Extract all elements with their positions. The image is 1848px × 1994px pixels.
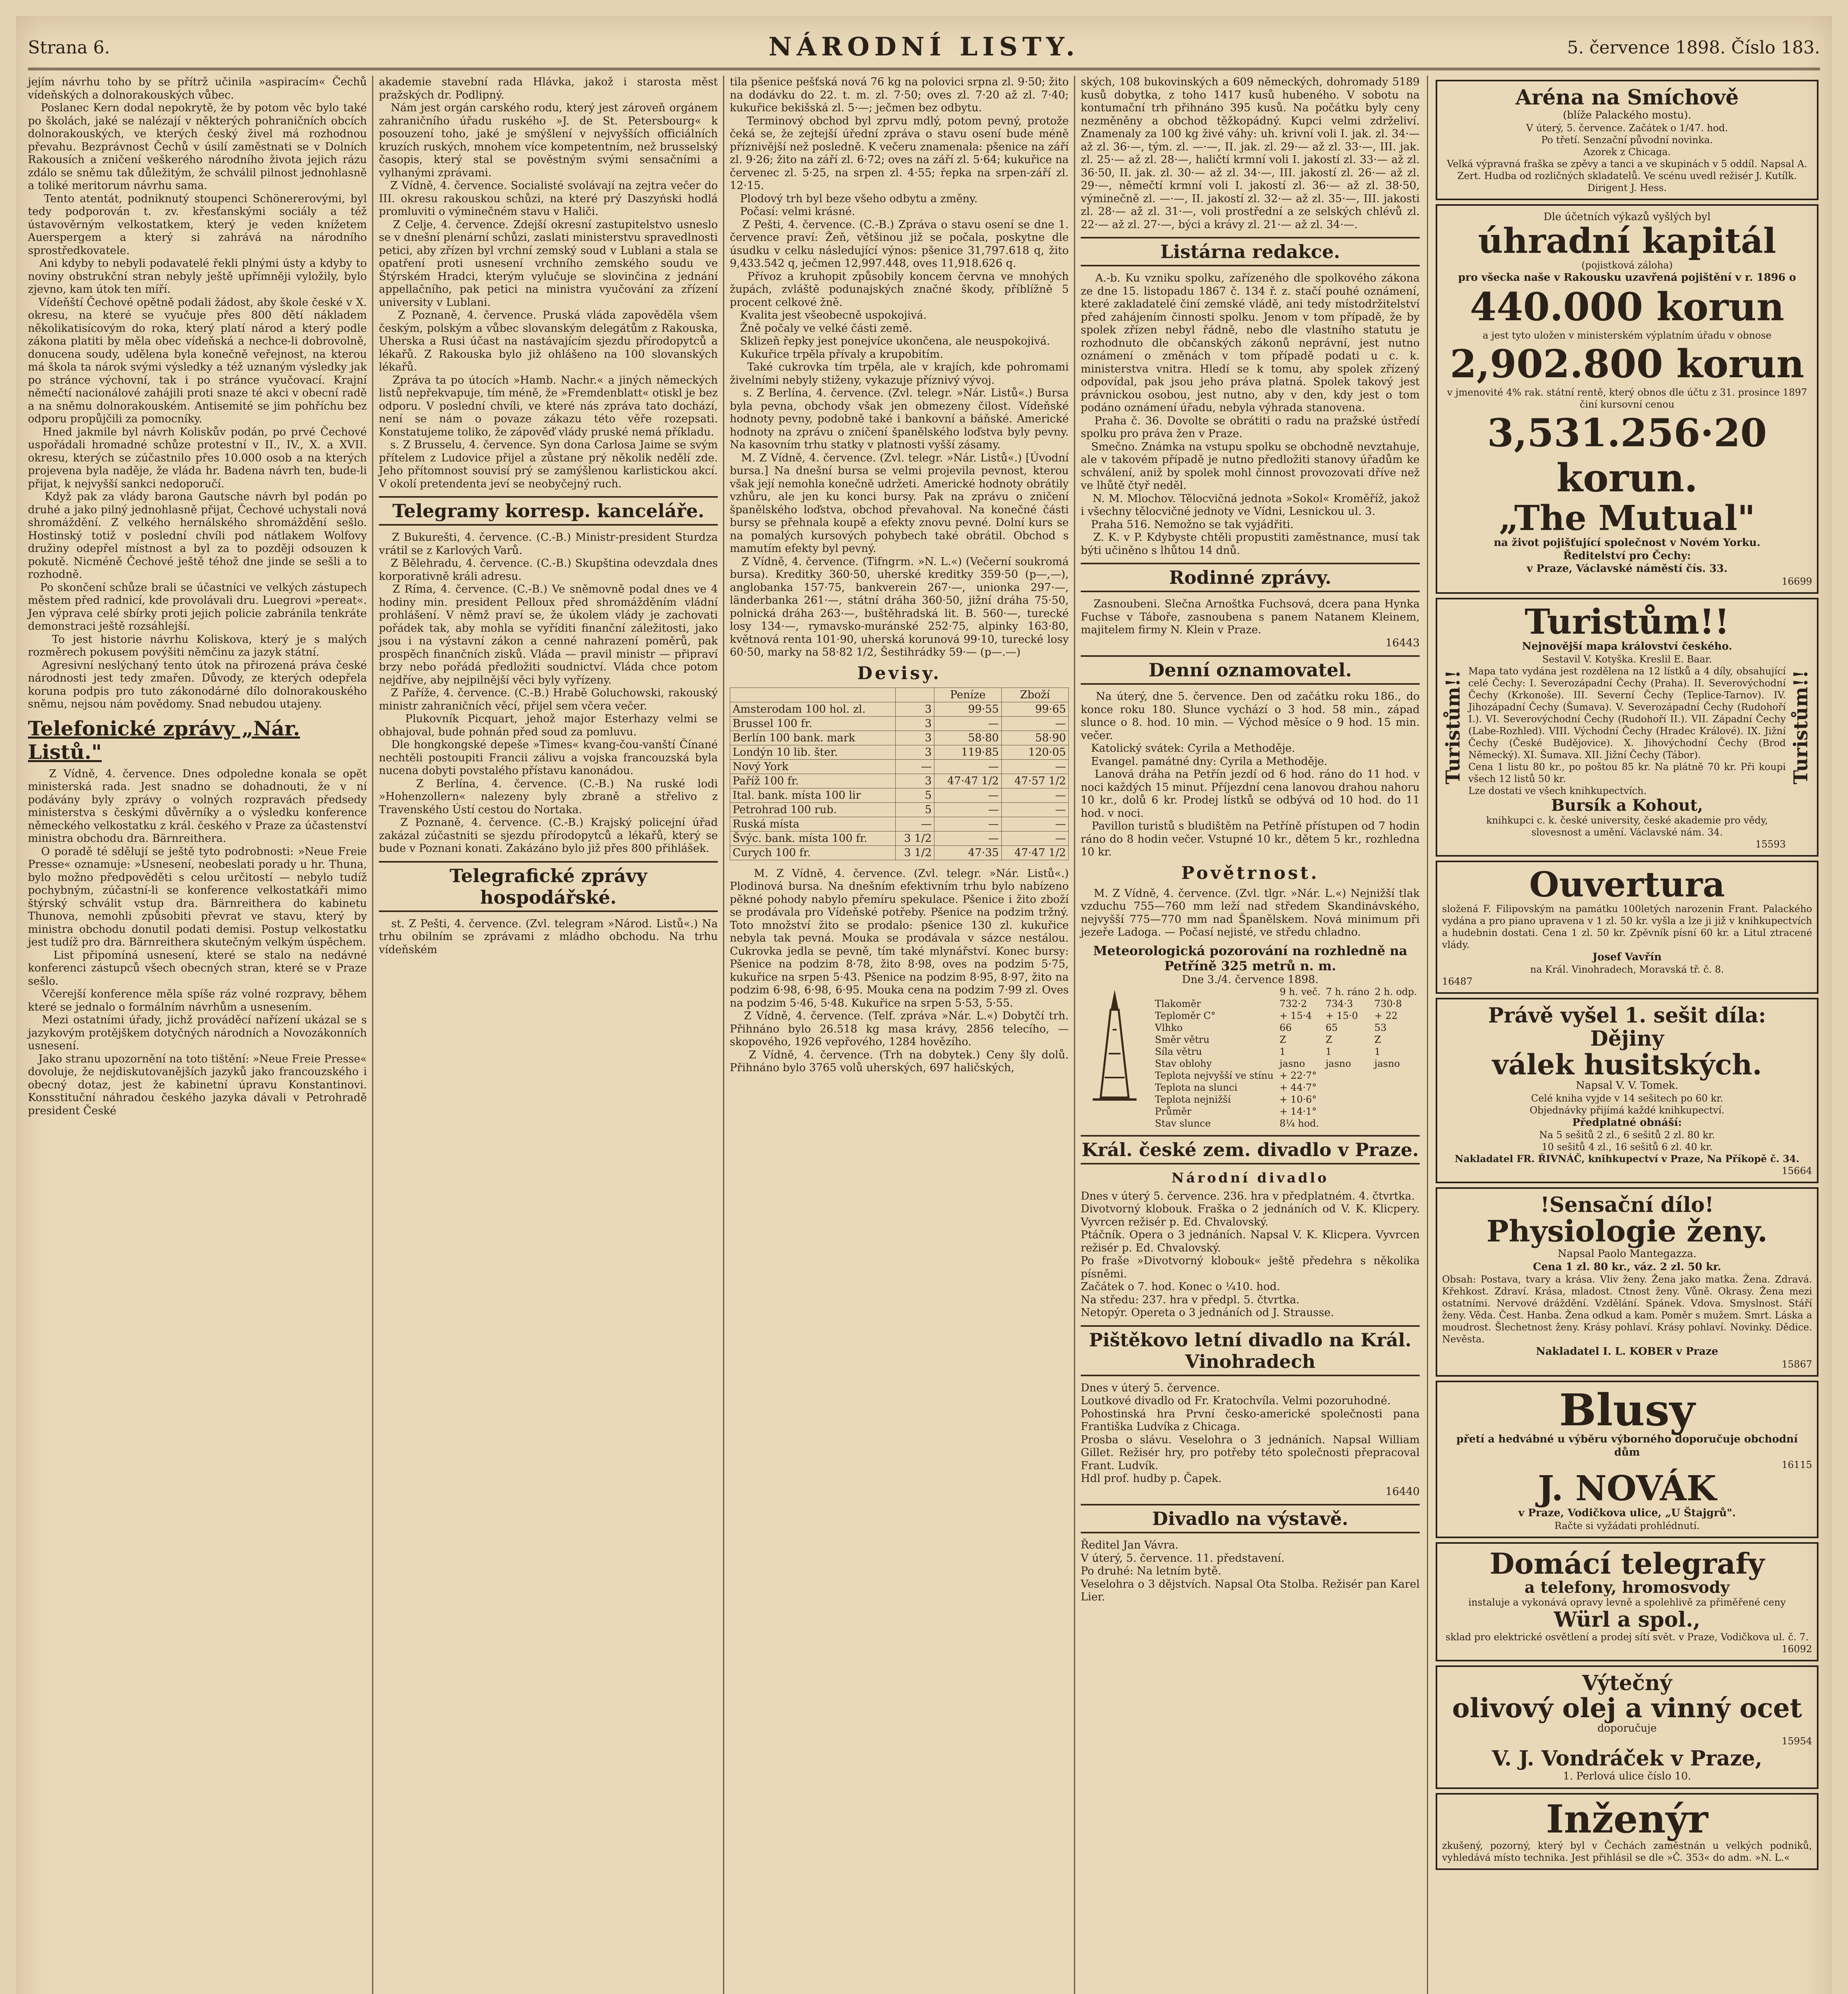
ad-pre: Dle účetních výkazů vyšlých byl	[1543, 211, 1711, 223]
ad-brand: J. NOVÁK	[1538, 1468, 1716, 1509]
devisy-cell: —	[934, 788, 1001, 802]
devisy-row	[730, 774, 1069, 788]
devisy-cell: 120·05	[1001, 745, 1068, 759]
devisy-cell: Londýn 10 lib. šter.	[730, 745, 896, 759]
meteo-cell: 734·3	[1325, 998, 1353, 1009]
article-telefon: Z Vídně, 4. července. Dnes odpoledne konala se opět ministerská rada. Jest snadno se dohadnouti, že v ní podávány byly zprávy o volných rozpravách předsedy ministerstva s českými důvěrníky a o výsledku konference německého velkostatku z král. českého v Praze za účastenství ministra obchodu dra. Bärnreithera. O poradě té sdělují se ještě tyto podrobnosti: »Neue Freie Presse« oznamuje: »Usnesení, neobeslati porady u hr. Thuna, bylo možno předpověděti s celou určitostí — nebylo tudíž pochybným, zúčastní-li se konference velkostatkáři mimo štýrský schválit vstup dra. Bärnreithera do kabinetu Thunova, nemohli způsobiti převrat ve stavu, který by ministra obchodu donutil podati demisi. Postup velkostatku jest tudíž pro dra. Bärnreithera skutečným velkým úspěchem. List připomíná usnesení, které se stalo na nedávné konferenci zástupců všech obecných stran, které se v Praze sešlo. Včerejší konference měla spíše ráz volné rozpravy, během které se jednalo o formálním návrhům a usnesením. Mezi ostatními úřady, jichž prováděcí nařízení ukázal se s jazykovým protějškem dotyčných národních a Novozákonních usnesení. Jako stranu upozornění na toto tištění: »Neue Freie Presse« dovoluje, že nejdiskutovanějších jazyků jako francouzského i obecný dotaz, jest že kabinetní úpravu Konstantinovi. Konsstituční náhradou českého jazyka dávali v Petrohradě president České	[28, 767, 367, 1117]
issue-date	[1567, 37, 1820, 58]
meteo-cell: Průměr	[1155, 1105, 1192, 1117]
devisy-cell: Nový York	[730, 759, 896, 774]
ad-brand: „The Mutual"	[1499, 498, 1755, 538]
ad-valky	[1436, 998, 1818, 1183]
ad-ref: Ředitelství pro Čechy:	[1563, 550, 1691, 562]
ad-publisher: Bursík a Kohout,	[1551, 796, 1703, 815]
devisy-table	[730, 688, 1069, 860]
meteo-cell: Tlakoměr	[1155, 998, 1201, 1009]
meteo-cell: + 44·7°	[1279, 1082, 1317, 1093]
meteo-cell	[1323, 1117, 1372, 1129]
ad-title: Blusy	[1559, 1384, 1695, 1436]
meteo-table	[1153, 986, 1420, 1129]
meteo-cell	[1323, 1094, 1372, 1105]
ad-text: Obsah: Postava, tvary a krása. Vliv ženy. Žena jako matka. Žena. Zdravá. Křehkost. Zdraví. Krása, mladost. Ctnost ženy. Vůně. Okrasy. Žena mezi ostatními. Nervové dráždění. Vzdělání. Spánek. Vdova. Smyslnost. Stáří ženy. Věda. Čest. Hanba. Žena odkud a kam. Poměr s mužem. Smrt. Láska a moudrost. Šlechetnost ženy. Krásy pohlaví. Krásy pohlaví. Novinky. Dědice. Nevěsta.	[1442, 1274, 1812, 1345]
ad-address: na Král. Vinohradech, Moravská tř. č. 8.	[1530, 964, 1724, 975]
article-rodinne: Zasnoubeni. Slečna Arnoštka Fuchsová, dcera pana Hynka Fuchse v Táboře, zasnoubena s panem Natanem Kleinem, majitelem firmy N. Klein v Praze.	[1081, 598, 1423, 636]
ad-number: 16487	[1442, 976, 1473, 987]
meteo-cell: 66	[1279, 1022, 1292, 1033]
meteo-cell: Z	[1325, 1034, 1332, 1045]
section-title-vystava: Divadlo na výstavě.	[1081, 1504, 1420, 1533]
ad-subtitle: a telefony, hromosvody	[1524, 1578, 1730, 1597]
ad-mutual	[1436, 204, 1818, 594]
ad-pre: Právě vyšel 1. sešit díla:	[1488, 1003, 1766, 1028]
column-5-ads	[1436, 76, 1818, 1994]
ad-prices: Na 5 sešitů 2 zl., 6 sešitů 2 zl. 80 kr. 10 sešitů 4 zl., 16 sešitů 6 zl. 40 kr.	[1539, 1129, 1715, 1153]
article-bursa: tila pšenice pešťská nová 76 kg na polovici srpna zl. 9·50; žito na dodávku do 22. t. m. zl. 7·50; oves zl. 7·20 až zl. 7·40; kukuřice bekišská zl. 5·—; ječmen bez odbytu. Terminový obchod byl zprvu mdlý, potom pevný, protože čeká se, že zejtejší úřední zpráva o stavu osení bude méně příznivější než posledně. K večeru znamenala: pšenice na září zl. 9·26; žito na září zl. 6·72; oves na září zl. 5·64; kukuřice na červenec zl. 5·25, na srpen zl. 4·55; řepka na srpen-září zl. 12·15. Plodový trh byl beze všeho odbytu a změny. Počasí: velmi krásné. Z Pešti, 4. července. (C.-B.) Zpráva o stavu osení se dne 1. července praví: Žeň, většinou již se počala, poskytne dle úsudku v celku následující výnos: pšenice 31,797.618 q, žito 9,433.542 q, ječmen 12,997.448, oves 11,918.626 q. Přívoz a kruhopit způsobily koncem června ve mnohých župách, zvláště podunajských značné škody, příblížně 5 procent celkové žně. Kvalita jest všeobecně uspokojivá. Žně počaly ve velké části země. Sklizeň řepky jest ponejvíce ukončena, ale neuspokojivá. Kukuřice trpěla přívaly a krupobitím. Také cukrovka tím trpěla, ale v krajích, kde pohromami živelními nebyly stiženy, vykazuje příznivý vývoj. s. Z Berlína, 4. července. (Zvl. telegr. »Nár. Listů«.) Bursa byla pevna, obchody však jen obmezeny čilost. Vídeňské hodnoty pevny, podobně také i bankovní a báňské. Americké hodnoty na zprávu o zničení španělského loďstva byly pevny. Na kasovním trhu statky v platnosti vyšší zásamy. M. Z Vídně, 4. července. (Zvl. telegr. »Nár. Listů«.) [Úvodní bursa.] Na dnešní bursa se velmi projevila pevnost, kterou však její nemohla konečně udržeti. Americké hodnoty obrátily vzhůru, ale jen ku konci bursy. Pak na zprávu o zničení španělského loďstva, obchod převahoval. Na konečné části bursy se přehnala koupě a efekty znovu pevné. Dolní kurs se na pomalých kursových pohybech také obrátil. Obchod s mamutím efekty byl pevný. Z Vídně, 4. července. (Tifngrm. »N. L.«) (Večerní soukromá bursa). Kreditky 360·50, uherské kreditky 359·50 (p—,—), anglobanka 157·75, bankverein 267·—, unionka 297·—, länderbanka 261·—, státní dráha 360·50, jižní dráha 75·50, polnická dráha 263·—, buštěhradská lit. B. 560·—, turecké losy 134·—, rymavsko-muránské 252·75, alpinky 163·80, květnová renta 101·90, uherská korunová 99·10, turecké losy 60·50, marky na 58·82 1/2, Šestihrádky 59·— (p—.—)	[730, 76, 1069, 658]
devisy-row	[730, 788, 1069, 802]
devisy-title: Devisy.	[857, 663, 942, 684]
meteo-cell: jasno	[1325, 1058, 1351, 1069]
devisy-cell: Berlín 100 bank. mark	[730, 731, 896, 745]
section-title-denni: Denní oznamovatel.	[1081, 655, 1420, 685]
meteo-cell	[1372, 1105, 1420, 1117]
meteo-cell: + 15·0	[1325, 1010, 1358, 1021]
article-intro: jejím návrhu toho by se přítrž učinila »aspiracím« Čechů vídeňských a dolnorakouských vůbec. Poslanec Kern dodal nepokrytě, že by potom věc bylo také po školách, jaké se nalézají v některých pohraničních obcích dolnorakouských, ve kterých český živel má rozhodnou převahu. Bezprávnost Čechů v úsilí zaměstnati se v Dolních Rakousích a zničení veškerého národního života jejich rázu zdálo se sněmu tak důležitým, že schválil pilnost jednohlasně a toliké meritorum návrhu sama. Tento atentát, podniknutý stoupenci Schönererovými, byl tedy podporován t. zv. křesťanskými sociály a též ústavověrným velkostatkem, který je veden knížetem Auerspergem a který si zahrává na národního sprostředkovatele. Ani kdyby to nebyli podavatelé řekli plnými ústy a kdyby to noviny obstrukční stran nebyly ještě upřímněji vyložily, bylo zjevno, kam útok ten míří. Vídeňští Čechové opětně podali žádost, aby škole české v X. okresu, na které se vyučuje přes 800 dětí nákladem několikatisícovým do roka, který platí národ a který podle zákona platiti by měla obec vídeňská a nechce-li dobrovolně, donucena soudy, udělena byla konečně veřejnost, na kterou má škola ta nárok svými výsledky a též uznaným výsledky jak po stránce výchovní, tak i po stránce vyučovací. Krajní němečtí nacionálové zahájili proti snaze té akci v obecní radě a na sněmu dolnorakouském. Antisemité se jim pohříchu bez odporu propůjčili za pomocníky. Hned jakmile byl návrh Koliskův podán, po prvé Čechové uspořádali hromadné schůze protestní v II., IV., X. a XVII. okresu, kterých se zúčastnilo přes 10.000 osob a na kterých projevena byla naděje, že vláda hr. Badena návrh ten, bude-li přijat, k nejvyšší sankci nedoporučí. Když pak za vlády barona Gautsche návrh byl podán po druhé a jako pilný jednohlasně přijat, Čechové uchystali nová shromáždění. Z velkého hernálského shromáždění sešlo. Hostinský totiž v poslední chvíli pod nátlakem Wolfovy družiny odepřel místnost a byl za to později odsouzen k pokutě. Nicméně Čechové ještě téhož dne jinde se sešli a to rozhodně. Po skončení schůze brali se účastníci ve velkých zástupech městem před radnicí, kde provolávali dru. Luegrovi »pereat«. Jen výprava celé sbírky proti jejich policie zabránila tenkráte demonstraci ještě rozsáhlejší. To jest historie návrhu Koliskova, který je s malých rozměrech pokusem povýšiti němčinu za jazyk státní. Agresivní neslýchaný tento útok na přirozená práva české národnosti jest tedy zmařen. Důvody, ze kterých odepřela koruna podpis pro tuto zákonodárné dílo dolnorakouského sněmu, nejsou nám povědomy. Snad nebudou utajeny.	[28, 76, 367, 710]
devisy-row	[730, 831, 1069, 845]
ad-number: 15954	[1781, 1735, 1812, 1747]
devisy-cell: 3 1/2	[896, 831, 934, 845]
ad-number: 16092	[1781, 1643, 1812, 1655]
ad-telegrafy	[1436, 1542, 1818, 1661]
ad-inzenyr	[1436, 1793, 1818, 1870]
ad-number: 16443	[1385, 636, 1420, 649]
meteo-cell: Stav oblohy	[1155, 1058, 1212, 1069]
article-denni: Na úterý, dne 5. července. Den od začátku roku 186., do konce roku 180. Slunce vychází o 3 hod. 58 min., západ slunce o 8. hod. 10 min. — Východ měsíce o 9 hod. 15 min. večer. Katolický svátek: Cyrila a Methoděje. Evangel. památné dny: Cyrila a Methoděje. Lanová dráha na Petřín jezdí od 6 hod. ráno do 11 hod. v noci každých 15 minut. Příjezdní cena lanovou drahou nahoru 10 kr., dolů 6 kr. Prodej lístků se odbývá od 10 hod. do 11 hod. v noci. Pavillon turistů s bludištěm na Petříně přístupen od 7 hodin ráno do 8 hodin večer. Vstupné 10 kr., dětem 5 kr., rozhledna 10 kr.	[1081, 690, 1420, 858]
ad-note: Račte si vyžádati prohlédnutí.	[1554, 1520, 1700, 1531]
ad-title: Physiologie ženy.	[1486, 1214, 1768, 1249]
meteo-cell: jasno	[1374, 1058, 1400, 1069]
meteo-cell: jasno	[1279, 1058, 1305, 1069]
ad-author: Napsal V. V. Tomek.	[1576, 1080, 1679, 1092]
ad-author: Napsal Paolo Mantegazza.	[1557, 1248, 1697, 1260]
ad-side-label: Turistům!!	[1442, 670, 1464, 784]
devisy-header-cell: Zboží	[1001, 688, 1068, 702]
meteo-row	[1153, 998, 1420, 1010]
devisy-cell: 3	[896, 716, 934, 731]
devisy-cell: —	[934, 802, 1001, 817]
ad-text: pro všecka naše v Rakousku uzavřená pojištění v r. 1896 o	[1458, 272, 1796, 284]
meteo-cell: Z	[1374, 1034, 1381, 1045]
devisy-cell: —	[1001, 817, 1068, 831]
devisy-cell: 58·80	[934, 731, 1001, 745]
devisy-cell: Paříž 100 fr.	[730, 774, 896, 788]
meteo-cell: Teploměr C°	[1155, 1010, 1216, 1021]
devisy-cell: 99·55	[934, 702, 1001, 716]
ad-authors: Sestavil V. Kotyška. Kreslil E. Baar.	[1542, 653, 1712, 665]
ad-brand: Würl a spol.,	[1554, 1607, 1700, 1632]
devisy-cell: —	[934, 716, 1001, 731]
meteo-row	[1153, 1082, 1420, 1094]
devisy-row	[730, 845, 1069, 860]
meteo-title: Meteorologická pozorování na rozhledně na Petříně 325 metrů n. m.	[1093, 943, 1407, 973]
meteo-cell: + 22·7°	[1279, 1070, 1317, 1081]
article-pistek: Dnes v úterý 5. července. Loutkové divadlo od Fr. Kratochvíla. Velmi pozoruhodné. Pohostinská hra První česko-americké společnosti pana Františka Ludvíka z Chicaga. Prosba o slávu. Veselohra o 3 jednáních. Napsal William Gillet. Režisér hry, pro potřeby této společnosti přepracoval Frant. Ludvík. Hdl prof. hudby p. Čapek.	[1081, 1381, 1420, 1485]
article-plodiny: M. Z Vídně, 4. července. (Zvl. telegr. »Nár. Listů«.) Plodinová bursa. Na dnešním efektivním trhu bylo nabízeno pěkné pohody nabylo přemíru spekulace. Pšenice i žito zboží se prodávala pro Vídeňské potřeby. Pšenice na podzim tržný. Toto množství žito se prodalo: pšenice 130 zl. kukuřice nebyla tak pevná. Mouka se prodávala v sázce nestálou. Cukrovka jedla se pevně, tím také mlynářství. Konec bursy: Pšenice na podzim 8·78, žito 8·98, oves na podzim 5·75, kukuřice na srpen 5·43. Pšenice na podzim 8·95, 8·97, žito na podzim 6·98, 6·98, 6·95. Mouka cena na podzim 7·99 zl. Oves na podzim 5·46, 5·48. Kukuřice na srpen 5·53, 5·55. Z Vídně, 4. července. (Telf. zpráva »Nár. L.«) Dobytčí trh. Přihnáno bylo 26.518 kg masa krávy, 2856 telecího, — skopového, 1926 vepřového, 1284 hovězího. Z Vídně, 4. července. (Trh na dobytek.) Ceny šly dolů. Přihnáno bylo 3765 volů uherských, 697 haličských,	[730, 867, 1069, 1074]
section-title-korresp: Telegramy korresp. kanceláře.	[379, 496, 718, 526]
ad-blusy	[1436, 1381, 1818, 1538]
devisy-cell: 119·85	[934, 745, 1001, 759]
ad-subtitle: na život pojišťující společnost v Novém Yorku.	[1493, 537, 1761, 549]
meteo-cell: + 10·6°	[1279, 1094, 1317, 1105]
ad-number: 15867	[1781, 1358, 1812, 1370]
meteo-cell: 65	[1325, 1022, 1338, 1033]
meteo-cell	[1323, 1070, 1372, 1082]
ad-publisher: V. J. Vondráček v Praze,	[1492, 1746, 1762, 1771]
devisy-cell: Amsterodam 100 hol. zl.	[730, 702, 896, 716]
meteo-row	[1153, 1117, 1420, 1129]
devisy-cell: Ital. bank. místa 100 lir	[730, 788, 896, 802]
ad-title: olivový olej a vinný ocet	[1452, 1692, 1802, 1724]
column-rule	[1074, 76, 1075, 1994]
meteo-cell	[1372, 1117, 1420, 1129]
column-rule	[372, 76, 373, 1994]
ad-address: v Praze, Vodičkova ulice, „U Štajgrů".	[1518, 1507, 1736, 1519]
section-title-listarna: Listárna redakce.	[1081, 237, 1420, 266]
ad-text: zkušený, pozorný, který byl v Čechách zaměstnán u velkých podniků, vyhledává místo technika. Jest přihlásil se dle »Č. 353« do adm. »N. L.«	[1442, 1840, 1812, 1864]
ad-address: v Praze, Václavské náměstí čís. 33.	[1527, 563, 1728, 575]
ad-title: Aréna na Smíchově	[1515, 85, 1739, 110]
ad-publisher-sub: knihkupci c. k. české university, české akademie pro vědy, slovesnost a umění. Václavské nám. 34.	[1486, 814, 1768, 838]
devisy-cell: Ruská místa	[730, 817, 896, 831]
meteo-cell: Teplota nejnižší	[1155, 1094, 1231, 1105]
ad-pre: Výtečný	[1582, 1671, 1672, 1695]
meteo-cell: Směr větru	[1155, 1034, 1210, 1045]
ad-text: a jest tyto uložen v ministerském výplatním úřadu v obnose	[1482, 329, 1772, 341]
divadlo-sub: Národní divadlo	[1171, 1170, 1329, 1186]
ad-publisher: Nakladatel I. L. KOBER v Praze	[1536, 1346, 1718, 1358]
ad-price: Cena 1 zl. 80 kr., váz. 2 zl. 50 kr.	[1533, 1261, 1721, 1273]
section-title-divadlo: Král. české zem. divadlo v Praze.	[1081, 1135, 1420, 1164]
devisy-cell: —	[896, 759, 934, 774]
meteo-header-cell	[1153, 986, 1277, 998]
devisy-cell: 3	[896, 745, 934, 759]
ad-turistum	[1436, 598, 1818, 857]
ad-subtitle: Nejnovější mapa království českého.	[1522, 640, 1732, 653]
meteo-row	[1153, 1010, 1420, 1022]
devisy-cell: 5	[896, 788, 934, 802]
article-vystava: Ředitel Jan Vávra. V úterý, 5. července. 11. představení. Po druhé: Na letním bytě. Veselohra o 3 dějstvích. Napsal Ota Stolba. Režisér pan Karel Lier.	[1081, 1539, 1420, 1603]
devisy-row	[730, 759, 1069, 774]
column-3	[730, 76, 1069, 1994]
section-title-povetrnost: Povětrnost.	[1181, 863, 1320, 883]
ad-number: 16699	[1781, 575, 1812, 587]
ad-text: Celé kniha vyjde v 14 sešitech po 60 kr. Objednávky přijímá každé knihkupectví.	[1529, 1092, 1725, 1116]
devisy-cell: —	[1001, 788, 1068, 802]
ad-text: složená F. Filipovským na památku 100letých narozenin Frant. Palackého vydána a pro piano upravena v 1 zl. 50 kr. vyšla a lze ji již v knihkupectvích a hudebnin dostati. Cena 1 zl. 50 kr. Zpěvník písní 60 kr. a Litul ztracené vlády.	[1442, 903, 1812, 950]
meteo-cell: + 15·4	[1279, 1010, 1312, 1021]
meteo-box	[1081, 943, 1420, 1129]
devisy-cell: 47·35	[934, 845, 1001, 860]
ad-amount-2: 2,902.800 korun	[1450, 341, 1805, 386]
meteo-header-cell: 9 h. več.	[1279, 986, 1321, 997]
ad-amount-3: 3,531.256·20 korun.	[1487, 410, 1767, 500]
ad-subtitle: přetí a hedvábné u výběru výborného doporučuje obchodní dům	[1456, 1433, 1798, 1458]
ad-number: 15664	[1781, 1165, 1812, 1177]
devisy-cell: —	[1001, 759, 1068, 774]
devisy-header-cell	[896, 688, 934, 702]
ad-number: 16115	[1781, 1459, 1812, 1471]
ad-amount-1: 440.000 korun	[1470, 284, 1785, 329]
devisy-cell: Curych 100 fr.	[730, 845, 896, 860]
ad-arena	[1436, 80, 1818, 200]
meteo-cell: Vlhko	[1155, 1022, 1183, 1033]
ad-address: sklad pro elektrické osvětlení a prodej sítí svět. v Praze, Vodičkova ul. č. 7.	[1445, 1631, 1809, 1643]
devisy-row	[730, 817, 1069, 831]
devisy-row	[730, 702, 1069, 716]
ad-pre: !Sensační dílo!	[1540, 1193, 1714, 1218]
meteo-cell: + 22	[1374, 1010, 1398, 1021]
article-divadlo: Dnes v úterý 5. července. 236. hra v předplatném. 4. čtvrtka. Divotvorný klobouk. Fraška o 2 jednáních od V. K. Klicpery. Vyvrcen režisér p. Ed. Chvalovský. Ptáčník. Opera o 3 jednáních. Napsal V. K. Klicpera. Vyvrcen režisér p. Ed. Chvalovský. Po fraše »Divotvorný klobouk« ještě předehra s několika písněmi. Začátek o 7. hod. Konec o ¼10. hod. Na středu: 237. hra v předpl. 5. čtvrtka. Netopýr. Opereta o 3 jednáních od J. Strausse.	[1081, 1190, 1420, 1319]
ad-address: 1. Perlová ulice číslo 10.	[1563, 1770, 1691, 1782]
ad-subhead: Předplatné obnáší:	[1572, 1116, 1682, 1129]
devisy-cell: 3 1/2	[896, 845, 934, 860]
ad-title: Inženýr	[1546, 1797, 1708, 1842]
ad-title: Dějiny	[1590, 1026, 1664, 1051]
devisy-cell: 47·47 1/2	[934, 774, 1001, 788]
devisy-cell: 99·65	[1001, 702, 1068, 716]
meteo-header-cell: 7 h. ráno	[1326, 986, 1369, 997]
devisy-header-cell: Peníze	[934, 688, 1001, 702]
devisy-row	[730, 802, 1069, 817]
masthead: NÁRODNÍ LISTY.	[768, 32, 1080, 62]
article-korresp: Z Bukurešti, 4. července. (C.-B.) Ministr-president Sturdza vrátil se z Karlových Varů. Z Bělehradu, 4. července. (C.-B.) Skupština odevzdala dnes korporativně králi adresu. Z Ríma, 4. července. (C.-B.) Ve sněmovně podal dnes ve 4 hodiny min. president Pelloux před shromážděním vládní prohlášení. V němž praví se, že úkolem vlády je zachovati pořádek tak, aby mohla se vyříditi finanční záležitosti, jako jsou i na výstavní zákon a cenné nahrazení poměrů, pak prospěch finančních zisků. Vláda — pravil ministr — připraví brzy nebo pořádá předložiti soudnictví. Vláda chce potom nejdříve, aby nejpilnější věci byly vyřízeny. Z Paříže, 4. července. (C.-B.) Hrabě Goluchowski, rakouský ministr zahraničních věcí, přijel sem včera večer. Plukovník Picquart, jehož major Esterhazy velmi se obhajoval, bude pohnán před soud za pomluvu. Dle hongkongské depeše »Times« kvang-čou-vanští Čínané nechtěli postoupiti Francii zálivu a vojska francouzská byla nucena dobyti povstalého přístavu kanonádou. Z Berlína, 4. července. (C.-B.) Na ruské lodi »Hohenzollern« nalezeny byly zbraně a střelivo z Travenského Ústí cestou do Nortaka. Z Poznaně, 4. července. (C.-B.) Krajský policejní úřad zakázal zúčastniti se sjezdu přírodopytců a lékařů, který se bude v Poznani konati. Zakázáno bylo již přes 800 přihlášek.	[379, 531, 718, 855]
meteo-cell: Stav slunce	[1155, 1117, 1211, 1129]
meteo-cell: Z	[1279, 1034, 1287, 1045]
meteo-row	[1153, 1070, 1420, 1082]
meteo-cell	[1372, 1070, 1420, 1082]
devisy-cell: 3	[896, 731, 934, 745]
devisy-cell: 5	[896, 802, 934, 817]
meteo-cell	[1323, 1082, 1372, 1094]
ad-text: instaluje a vykonává opravy levně a spolehlivě za přiměřené ceny	[1468, 1596, 1786, 1608]
devisy-cell: Švýc. bank. místa 100 fr.	[730, 831, 896, 845]
column-4	[1081, 76, 1423, 1994]
devisy-row	[730, 716, 1069, 731]
ad-subtitle: (blíže Palackého mostu).	[1562, 109, 1692, 122]
column-rule	[723, 76, 724, 1994]
devisy-cell: —	[934, 817, 1001, 831]
ad-subtitle: (pojistková záloha)	[1581, 260, 1673, 271]
meteo-cell	[1323, 1105, 1372, 1117]
devisy-cell: 47·57 1/2	[1001, 774, 1068, 788]
devisy-cell: —	[934, 759, 1001, 774]
ad-text: v jmenovité 4% rak. státní rentě, který obnos dle účtu z 31. prosince 1897 činí kursovní cenou	[1447, 386, 1807, 410]
meteo-cell: Teplota na slunci	[1155, 1082, 1237, 1093]
ad-publisher: Josef Vavřín	[1592, 951, 1662, 963]
devisy-row	[730, 745, 1069, 759]
ad-text: Mapa tato vydána jest rozdělena na 12 lístků a 4 díly, obsahující celé Čechy: I. Severozápadní Čechy (Praha). II. Severovýchodní Čechy (Krkonoše). III. Severní Čechy (Teplice-Tarnov). IV. Jihozápadní Čechy (Šumava). V. Severozápadní Čechy (Rudohoří I.). VI. Severovýchodní Čechy (Rudohoří II.). VII. Západní Čechy (Labe-Rozhled). VIII. Východní Čechy (Hradec Králové). IX. Jižní Čechy (České Budějovice). X. Jihovýchodní Čechy (Brod Německý). XI. Šumava. XII. Jižní Čechy (Tábor). Cena 1 listu 80 kr., po poštou 85 kr. Na plátně 70 kr. Při koupi všech 12 listů 50 kr. Lze dostati ve všech knihkupectvích.	[1468, 665, 1786, 796]
meteo-cell: 1	[1374, 1046, 1381, 1057]
ad-ouvertura	[1436, 861, 1818, 994]
devisy-cell: 3	[896, 774, 934, 788]
ad-publisher: Nakladatel FR. ŘIVNÁČ, knihkupectví v Praze, Na Příkopě č. 34.	[1454, 1153, 1800, 1165]
section-title-hospodarske: Telegrafické zprávy hospodářské.	[379, 861, 718, 912]
meteo-cell	[1372, 1094, 1420, 1105]
devisy-cell: 47·47 1/2	[1001, 845, 1068, 860]
section-title-pistek: Pištěkovo letní divadlo na Král. Vinohradech	[1081, 1325, 1420, 1376]
meteo-cell: Teplota nejvyšší ve stínu	[1155, 1070, 1274, 1081]
devisy-cell: —	[934, 831, 1001, 845]
meteo-cell: 53	[1374, 1022, 1387, 1033]
devisy-cell: Brussel 100 fr.	[730, 716, 896, 731]
ad-physiologie	[1436, 1187, 1818, 1376]
ad-side-label: Turistům!!	[1790, 670, 1812, 784]
ad-number: 15593	[1755, 838, 1786, 850]
meteo-header-cell: 2 h. odp.	[1375, 986, 1417, 997]
devisy-cell: 3	[896, 702, 934, 716]
meteo-cell: + 14·1°	[1279, 1105, 1317, 1117]
meteo-row	[1153, 1105, 1420, 1117]
article-dobytek: ských, 108 bukovinských a 609 německých, dohromady 5189 kusů dobytka, z toho 1417 kusů hubeného. V sobotu na kontumační trh přihnáno 395 kusů. Na počátku byly ceny nezměněny a obchod těžkopádný. Kupci velmi zdrželiví. Znamenaly za 100 kg živé váhy: uh. krivní voli I. jak. zl. 34·— až zl. 36·—, tým. zl. —·—, II. jak. zl. 29·— až zl. 33·—, III. jak. zl. 25·— až zl. 28·—, haličtí krmní voli I. jakostí zl. 33·— až zl. 36·50, II. jak. zl. 30·— až zl. 34·—, III. jakostí zl. 26·— až zl. 29·—, němečtí krmní voli I. jakostí zl. 36·— až zl. 38·50, výminečně zl. —·—, II. jakostí zl. 32·— až zl. 35·—, III. jakosti zl. 28·— až zl. 31·—, voli prostřední a ze selských chlévů zl. 22·— až zl. 27·—, býci a krávy zl. 21·— až zl. 34·—.	[1081, 76, 1423, 231]
devisy-row	[730, 731, 1069, 745]
ad-title: Ouvertura	[1529, 864, 1725, 905]
section-title-rodinne: Rodinné zprávy.	[1081, 563, 1420, 592]
page-number: Strana 6.	[28, 37, 110, 58]
ad-title: Domácí telegrafy	[1489, 1546, 1765, 1580]
devisy-cell: 58·90	[1001, 731, 1068, 745]
date: 5. července 1898.	[1567, 37, 1726, 58]
section-title-telefon: Telefonické zprávy „Nár. Listů."	[28, 716, 300, 764]
meteo-row	[1153, 1094, 1420, 1105]
meteo-cell: 8¼ hod.	[1279, 1117, 1319, 1129]
ad-rec: doporučuje	[1597, 1722, 1657, 1735]
devisy-header-cell	[730, 688, 896, 702]
ad-number: 16440	[1385, 1485, 1420, 1498]
meteo-cell: 730·8	[1374, 998, 1402, 1009]
article-listarna: A.-b. Ku vzniku spolku, zařízeného dle spolkového zákona ze dne 15. listopadu 1867 č. 134 ř. z. stačí pouhé oznámení, které zakladatelé činí zemské vládě, ani tedy místodržitelství před zahájením činnosti spolku. Jenom v tom případě, že by spolek zřízen nebyl řádně, nebo dle vlastního statutu je rozhodnuto dle občanských zákonů neprávní, jest nutno oznámení o změnách v tom případě podati u c. k. ministerstva vnitra. Hledí se k tomu, aby spolek zřízený odpovídal, pak jsou jeho práva platná. Spolek takový jest právnickou osobou, jest nutno, aby v den, kdy jest o tom podáno oznámení úřadu, nebyla výhrada stanovena. Praha č. 36. Dovolte se obrátiti o radu na pražské ústředí spolku pro práva žen v Praze. Smečno. Známka na vstupu spolku se obchodně nevztahuje, ale v takovém případě je nutno předložiti stanovy úřadům ke schválení, aniž by spolek mohl činnost provozovati dříve než ve lhůtě čtyř neděl. N. M. Mlochov. Tělocvičná jednota »Sokol« Kroměříž, jakož i všechny tělocvičné jednoty ve Vídni, Lesnickou ul. 3. Praha 516. Nemožno se tak vyjádřiti. Z. K. v P. Kdybyste chtěli propustiti zaměstnance, musí tak býti učiněno s lhůtou 14 dnů.	[1081, 272, 1420, 557]
article-povetrnost: M. Z Vídně, 4. července. (Zvl. tlgr. »Nár. L.«) Nejnižší tlak vzduchu 755—760 mm leží nad středem Skandinávského, nejvyšší 775—770 mm nad Španělskem. Nová minimum při jezeře Ladoga. — Počasí nejisté, ve středu chladno.	[1081, 887, 1423, 938]
ad-text: V úterý, 5. července. Začátek o 1/47. hod. Po třetí. Senzační původní novinka. Azorek z Chicaga. Velká výpravná fraška se zpěvy a tanci a ve skupinách v 5 oddíl. Napsal A. Zert. Hudba od rozličných skladatelů. Ve scénu uvedl režisér J. Kutílk. Dirigent J. Hess.	[1447, 122, 1807, 193]
ad-title-2: válek husitských.	[1492, 1048, 1762, 1081]
devisy-cell: —	[1001, 831, 1068, 845]
page-header	[28, 32, 1820, 70]
issue-number: Číslo 183.	[1731, 37, 1820, 58]
meteo-cell: 732·2	[1279, 998, 1307, 1009]
article-hospodarske: st. Z Pešti, 4. července. (Zvl. telegram »Národ. Listů«.) Na trhu obilním se zprávami z mládho obchodu. Na trhu vídeňském	[379, 917, 721, 956]
column-1	[28, 76, 367, 1994]
meteo-cell: Síla větru	[1155, 1046, 1202, 1057]
meteo-cell: 1	[1279, 1046, 1286, 1057]
petrin-tower-icon	[1081, 986, 1149, 1105]
column-rule	[1427, 76, 1428, 1994]
meteo-row	[1153, 1046, 1420, 1058]
meteo-cell	[1372, 1082, 1420, 1094]
devisy-cell: —	[896, 817, 934, 831]
newspaper-page	[16, 16, 1832, 1994]
column-2	[379, 76, 721, 1994]
meteo-date: Dne 3./4. července 1898.	[1182, 973, 1319, 986]
meteo-row	[1153, 1034, 1420, 1046]
meteo-cell: 1	[1325, 1046, 1332, 1057]
ad-title: úhradní kapitál	[1478, 221, 1776, 262]
devisy-cell: Petrohrad 100 rub.	[730, 802, 896, 817]
meteo-row	[1153, 1022, 1420, 1034]
ad-title: Turistům!!	[1525, 601, 1730, 642]
meteo-row	[1153, 1058, 1420, 1070]
article-news: akademie stavební rada Hlávka, jakož i starosta měst pražských dr. Podlipný. Nám jest orgán carského rodu, který jest zároveň orgánem zahraničního úřadu ruského »J. de St. Petersbourg« k posouzení toho, jaké je smýšlení v nejvyšších officiálních kruzích ruských, mnohem více kompetentním, než brusselský časopis, který stal se pověstným svými sensačními a vylhanými zprávami. Z Vídně, 4. července. Socialisté svolávají na zejtra večer do III. okresu rakouskou schůzi, na které prý Daszyński hodlá promluviti o výminečném stavu v Haliči. Z Celje, 4. července. Zdejší okresní zastupitelstvo usneslo se v dnešní plenární schůzi, zaslati ministerstvu spravedlnosti petici, aby zřízen byl vrchní zemský soud v Lublani a stala se opatření proti usnesení vrchního zemského soudu ve Štýrském Hradci, kterým vylučuje se slovinčina z jednání appellačního, pak petici na ministra vyučování za zřízení university v Lublani. Z Poznaně, 4. července. Pruská vláda zapověděla všem českým, polským a vůbec slovanským delegátům z Rakouska, Uherska a Rusi účast na nastávajícím sjezdu přírodopytců a lékařů. Z Rakouska bylo již ohlášeno na 100 slovanských lékařů. Zpráva ta po útocích »Hamb. Nachr.« a jiných německých listů nepřekvapuje, tím méně, že »Fremdenblatt« otiskl je bez odporu. V poslední chvíli, ve které nás zpráva tato dochází, není se nám o povaze zákazu této věře rozepsati. Konstatujeme toliko, že zápověď vlády pruské nemá příkladu. s. Z Brusselu, 4. července. Syn dona Carlosa Jaime se svým přítelem z Ludovice přijel a zůstane prý několik nedělí zde. Jeho přítomnost souvisí prý se zamýšlenou karlistickou akcí. V okolí pretendenta jeví se neobyčejný ruch.	[379, 76, 718, 490]
devisy-cell: —	[1001, 716, 1068, 731]
ad-olej	[1436, 1665, 1818, 1789]
devisy-cell: —	[1001, 802, 1068, 817]
